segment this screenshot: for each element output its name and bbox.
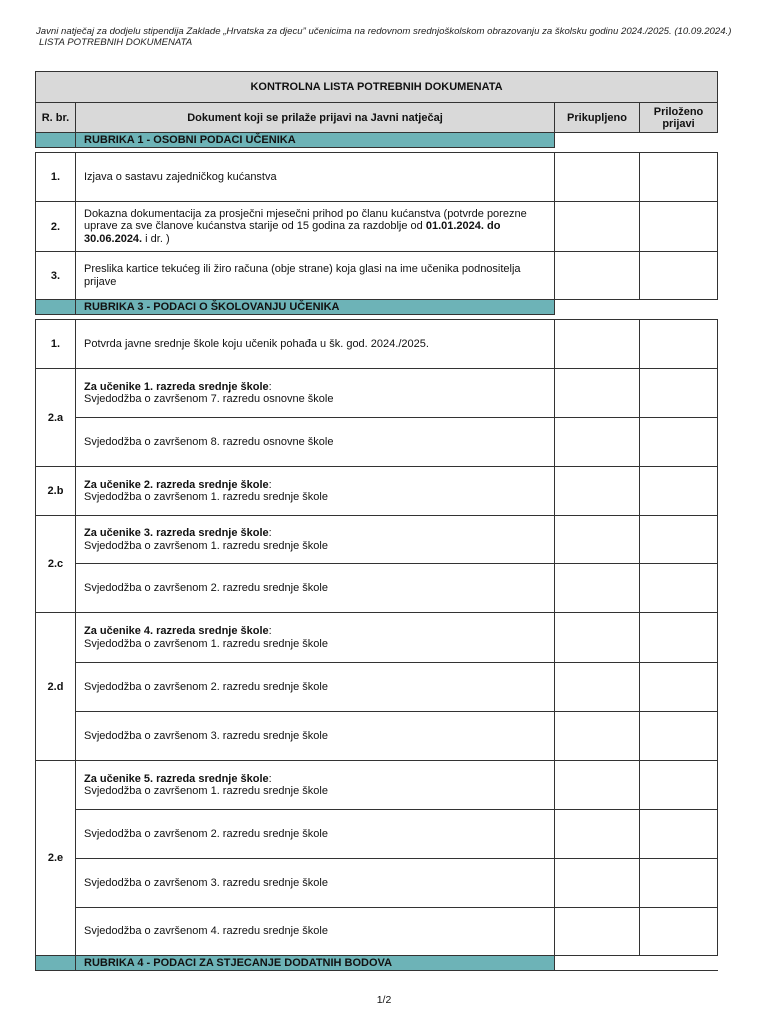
prikupljeno-checkbox-cell[interactable] <box>555 467 640 516</box>
prikupljeno-checkbox-cell[interactable] <box>555 564 640 613</box>
checklist-table <box>35 71 718 971</box>
col-header-prikupljeno: Prikupljeno <box>555 103 640 133</box>
prikupljeno-checkbox-cell[interactable] <box>555 663 640 712</box>
prikupljeno-checkbox-cell[interactable] <box>555 908 640 956</box>
prilozeno-checkbox-cell[interactable] <box>640 908 718 956</box>
document-description: Za učenike 4. razreda srednje škole: Svjedodžba o završenom 1. razredu srednje škole <box>76 613 555 663</box>
row-number: 3. <box>36 252 76 300</box>
prilozeno-checkbox-cell[interactable] <box>640 467 718 516</box>
prikupljeno-checkbox-cell[interactable] <box>555 761 640 810</box>
prilozeno-checkbox-cell[interactable] <box>640 613 718 663</box>
prilozeno-checkbox-cell[interactable] <box>640 516 718 564</box>
prikupljeno-checkbox-cell[interactable] <box>555 153 640 202</box>
prikupljeno-checkbox-cell[interactable] <box>555 859 640 908</box>
header-line-2: LISTA POTREBNIH DOKUMENATA <box>39 37 193 48</box>
row-number: 2.d <box>36 613 76 761</box>
row-number: 2.b <box>36 467 76 516</box>
document-header <box>36 26 736 48</box>
document-description: Svjedodžba o završenom 2. razredu srednje škole <box>76 663 555 712</box>
row-number: 2.a <box>36 369 76 467</box>
header-line-1: Javni natječaj za dodjelu stipendija Zaklade „Hrvatska za djecu” učenicima na redovnom srednjoškolskom obrazovanju za školsku godinu 2024./2025. (10.09.2024.) <box>36 26 732 37</box>
prilozeno-checkbox-cell[interactable] <box>640 320 718 369</box>
prikupljeno-checkbox-cell[interactable] <box>555 712 640 761</box>
prikupljeno-checkbox-cell[interactable] <box>555 202 640 252</box>
prilozeno-checkbox-cell[interactable] <box>640 712 718 761</box>
page-number: 1/2 <box>376 994 392 1006</box>
document-description: Svjedodžba o završenom 2. razredu srednje škole <box>76 810 555 859</box>
prikupljeno-checkbox-cell[interactable] <box>555 252 640 300</box>
document-description: Preslika kartice tekućeg ili žiro računa (obje strane) koja glasi na ime učenika podnositelja prijave <box>76 252 555 300</box>
document-description: Svjedodžba o završenom 3. razredu srednje škole <box>76 712 555 761</box>
col-header-rbr: R. br. <box>36 103 76 133</box>
section-rubrika-1: RUBRIKA 1 - OSOBNI PODACI UČENIKA <box>76 133 555 148</box>
prikupljeno-checkbox-cell[interactable] <box>555 810 640 859</box>
prilozeno-checkbox-cell[interactable] <box>640 252 718 300</box>
section-marker <box>36 300 76 315</box>
prilozeno-checkbox-cell[interactable] <box>640 810 718 859</box>
document-description: Za učenike 1. razreda srednje škole: Svjedodžba o završenom 7. razredu osnovne škole <box>76 369 555 418</box>
col-header-prilozeno: Priloženo prijavi <box>640 103 718 133</box>
section-rubrika-4: RUBRIKA 4 - PODACI ZA STJECANJE DODATNIH BODOVA <box>76 956 555 971</box>
prikupljeno-checkbox-cell[interactable] <box>555 418 640 467</box>
section-marker <box>36 133 76 148</box>
prilozeno-checkbox-cell[interactable] <box>640 153 718 202</box>
prikupljeno-checkbox-cell[interactable] <box>555 516 640 564</box>
prilozeno-checkbox-cell[interactable] <box>640 663 718 712</box>
document-description: Svjedodžba o završenom 2. razredu srednje škole <box>76 564 555 613</box>
document-description: Svjedodžba o završenom 4. razredu srednje škole <box>76 908 555 956</box>
document-description: Potvrda javne srednje škole koju učenik pohađa u šk. god. 2024./2025. <box>76 320 555 369</box>
section-rubrika-3: RUBRIKA 3 - PODACI O ŠKOLOVANJU UČENIKA <box>76 300 555 315</box>
prilozeno-checkbox-cell[interactable] <box>640 369 718 418</box>
document-description: Za učenike 3. razreda srednje škole: Svjedodžba o završenom 1. razredu srednje škole <box>76 516 555 564</box>
document-description: Za učenike 5. razreda srednje škole: Svjedodžba o završenom 1. razredu srednje škole <box>76 761 555 810</box>
document-description: Dokazna dokumentacija za prosječni mjesečni prihod po članu kućanstva (potvrde porezne uprave za sve članove kućanstva starije od 15 godina za razdoblje od 01.01.2024. do 30.06.2024. i dr. ) <box>76 202 555 252</box>
row-number: 2. <box>36 202 76 252</box>
row-number: 1. <box>36 320 76 369</box>
prilozeno-checkbox-cell[interactable] <box>640 202 718 252</box>
prilozeno-checkbox-cell[interactable] <box>640 418 718 467</box>
document-description: Svjedodžba o završenom 8. razredu osnovne škole <box>76 418 555 467</box>
document-description: Za učenike 2. razreda srednje škole: Svjedodžba o završenom 1. razredu srednje škole <box>76 467 555 516</box>
prilozeno-checkbox-cell[interactable] <box>640 761 718 810</box>
prilozeno-checkbox-cell[interactable] <box>640 564 718 613</box>
prikupljeno-checkbox-cell[interactable] <box>555 613 640 663</box>
section-marker <box>36 956 76 971</box>
document-description: Svjedodžba o završenom 3. razredu srednje škole <box>76 859 555 908</box>
table-title: KONTROLNA LISTA POTREBNIH DOKUMENATA <box>36 72 718 103</box>
prikupljeno-checkbox-cell[interactable] <box>555 369 640 418</box>
row-number: 1. <box>36 153 76 202</box>
row-number: 2.e <box>36 761 76 956</box>
col-header-document: Dokument koji se prilaže prijavi na Javni natječaj <box>76 103 555 133</box>
row-number: 2.c <box>36 516 76 613</box>
prilozeno-checkbox-cell[interactable] <box>640 859 718 908</box>
document-description: Izjava o sastavu zajedničkog kućanstva <box>76 153 555 202</box>
prikupljeno-checkbox-cell[interactable] <box>555 320 640 369</box>
